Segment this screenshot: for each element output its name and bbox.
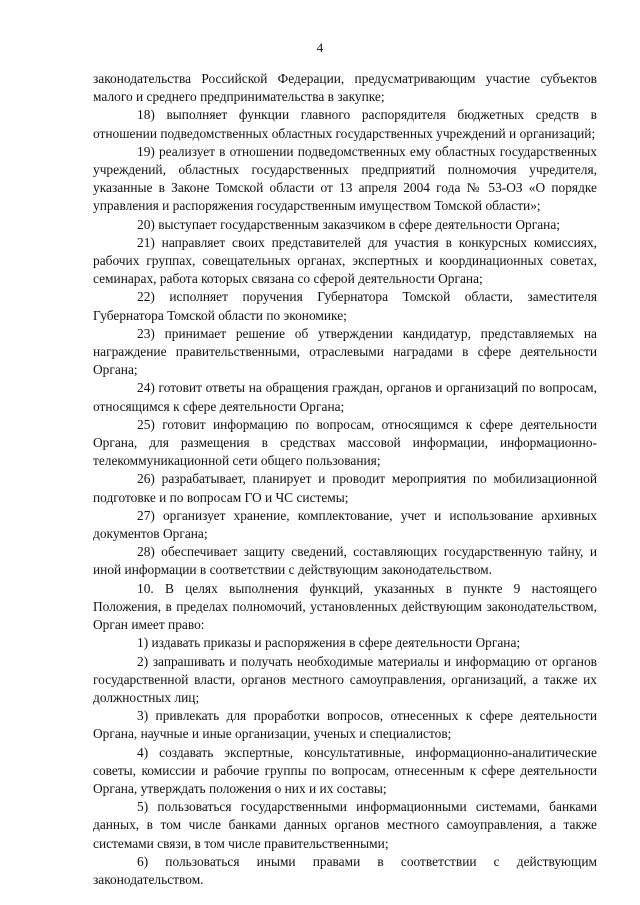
paragraph: 18) выполняет функции главного распорядителя бюджетных средств в отношении подведомственных областных государственных учреждений и организаций; [93,107,597,141]
paragraph: 5) пользоваться государственными информационными системами, банками данных, в том числе банками данных органов местного самоуправления, а также системами связи, в том числе правительственными; [93,799,597,851]
paragraph-continuation: законодательства Российской Федерации, предусматривающим участие субъектов малого и среднего предпринимательства в закупке; [93,71,597,105]
paragraph: 2) запрашивать и получать необходимые материалы и информацию от органов государственной власти, органов местного самоуправления, организаций, а также их должностных лиц; [93,653,597,705]
paragraph: 20) выступает государственным заказчиком в сфере деятельности Органа; [137,216,560,232]
page-number: 4 [316,40,324,55]
paragraph: 24) готовит ответы на обращения граждан, органов и организаций по вопросам, относящимся к сфере деятельности Органа; [93,380,597,414]
paragraph: 22) исполняет поручения Губернатора Томской области, заместителя Губернатора Томской области по экономике; [93,289,597,323]
document-body [93,70,597,889]
paragraph: 27) организует хранение, комплектование, учет и использование архивных документов Органа; [93,507,597,542]
paragraph: 25) готовит информацию по вопросам, относящимся к сфере деятельности Органа, для размещения в средствах массовой информации, информационно-телекоммуникационной сети общего пользования; [93,416,597,469]
paragraph: 21) направляет своих представителей для участия в конкурсных комиссиях, рабочих группах, совещательных органах, экспертных и координационных советах, семинарах, работа которых связана со сферой деятельности Органа; [93,234,597,287]
paragraph: 28) обеспечивает защиту сведений, составляющих государственную тайну, и иной информации в соответствии с действующим законодательством. [93,544,597,578]
paragraph: 6) пользоваться иными правами в соответствии с действующим законодательством. [93,853,597,887]
paragraph: 19) реализует в отношении подведомственных ему областных государственных учреждений, областных государственных предприятий полномочия учредителя, указанные в Законе Томской области от 13 апреля 2004 года № 53-ОЗ «О порядке управления и распоряжения государственным имуществом Томской области»; [93,143,597,214]
paragraph: 26) разрабатывает, планирует и проводит мероприятия по мобилизационной подготовке и по вопросам ГО и ЧС системы; [93,471,597,505]
paragraph: 10. В целях выполнения функций, указанных в пункте 9 настоящего Положения, в пределах полномочий, установленных действующим законодательством, Орган имеет право: [93,580,597,633]
paragraph: 1) издавать приказы и распоряжения в сфере деятельности Органа; [137,635,521,651]
paragraph: 4) создавать экспертные, консультативные, информационно-аналитические советы, комиссии и рабочие группы по вопросам, отнесенным к сфере деятельности Органа, утверждать положения о них и их составы; [93,744,597,796]
paragraph: 3) привлекать для проработки вопросов, отнесенных к сфере деятельности Органа, научные и иные организации, ученых и специалистов; [93,708,597,742]
paragraph: 23) принимает решение об утверждении кандидатур, представляемых на награждение правительственными, отраслевыми наградами в сфере деятельности Органа; [93,325,597,378]
